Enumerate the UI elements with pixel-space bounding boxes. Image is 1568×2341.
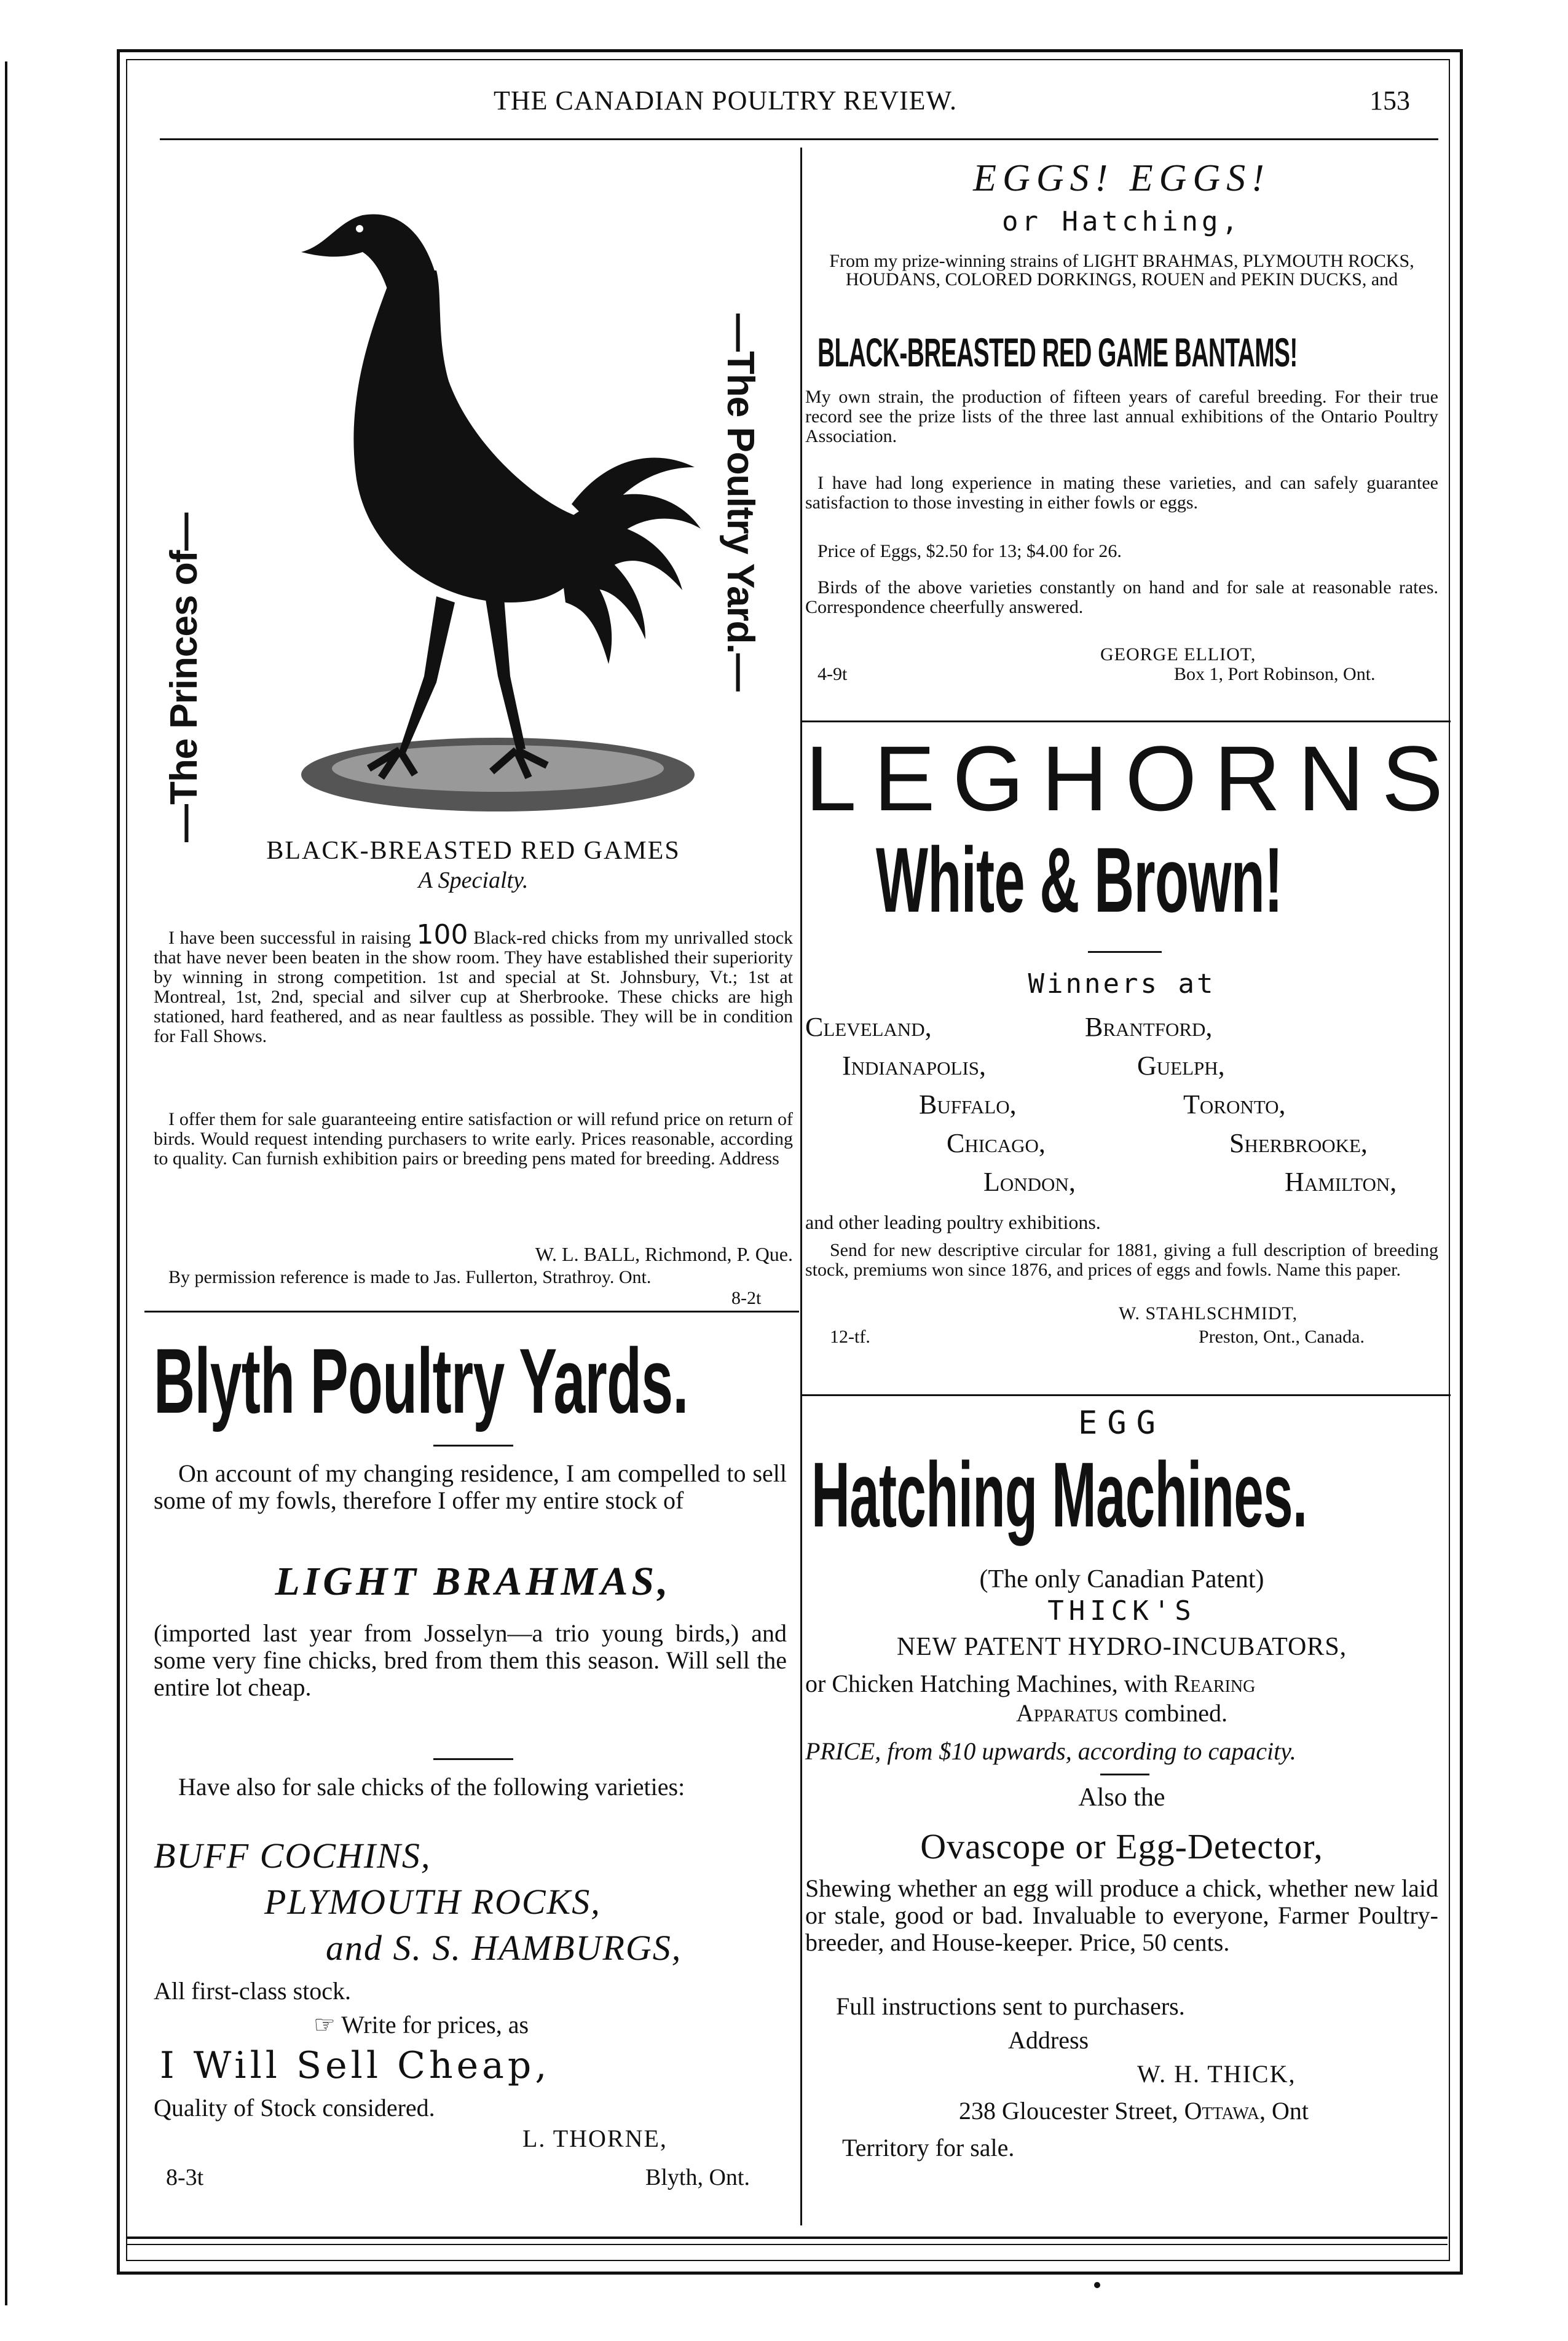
blyth-location: Blyth, Ont. xyxy=(645,2165,750,2190)
city-buffalo: Buffalo, xyxy=(919,1089,1017,1119)
blyth-ad xyxy=(154,1316,793,2238)
blyth-quality: Quality of Stock considered. xyxy=(154,2094,435,2122)
thick-territory: Territory for sale. xyxy=(842,2134,1015,2161)
blyth-write: Write for prices, as xyxy=(341,2011,529,2039)
side-text-left: —The Princes of— xyxy=(163,513,205,842)
elliot-name: GEORGE ELLIOT, xyxy=(1100,644,1256,665)
city-guelph: Guelph, xyxy=(1137,1051,1225,1081)
thick-city: Ottawa, xyxy=(1184,2097,1266,2125)
city-sherbrooke: Sherbrooke, xyxy=(1229,1128,1368,1158)
header-rule xyxy=(160,138,1438,140)
ball-ad xyxy=(154,148,793,1309)
elliot-para-1: My own strain, the production of fifteen years of careful breeding. For their true record see the prize lists of the three last annual exhibitions of the Ontario Poultry Association. xyxy=(805,387,1438,446)
pointing-hand-icon: ☞ xyxy=(313,2011,336,2039)
column-divider xyxy=(800,148,802,2225)
print-speck xyxy=(1094,2282,1100,2288)
blyth-code: 8-3t xyxy=(166,2165,204,2190)
thick-headline: Hatching Machines. xyxy=(811,1443,1307,1546)
thick-instructions: Full instructions sent to purchasers. xyxy=(836,1992,1185,2020)
thick-shewing: Shewing whether an egg will produce a chick, whether new laid or stale, good or bad. Invaluable to everyone, Farmer Poultry-breeder, and House-keeper. Price, 50 cents. xyxy=(805,1874,1438,1956)
ball-para-2: I offer them for sale guaranteeing entire satisfaction or will refund price on return of birds. Would request intending purchasers to write early. Prices reasonable, according to quality. Can furnish exhibition pairs or breeding pens mated for breeding. Address xyxy=(154,1109,793,1169)
thick-incubators: NEW PATENT HYDRO-INCUBATORS, xyxy=(896,1633,1347,1661)
blyth-signature: L. THORNE, xyxy=(522,2125,668,2152)
blyth-intro: On account of my changing residence, I am compelled to sell some of my fowls, therefore I offer my entire stock of xyxy=(154,1459,787,1514)
right-divider-2 xyxy=(802,1394,1451,1396)
city-cleveland: Cleveland, xyxy=(805,1012,932,1042)
leghorns-other: and other leading poultry exhibitions. xyxy=(805,1211,1101,1233)
elliot-para-3: Birds of the above varieties constantly on hand and for sale at reasonable rates. Correspondence cheerfully answered. xyxy=(805,577,1438,617)
elliot-bantams: BLACK-BREASTED RED GAME BANTAMS! xyxy=(817,330,1298,375)
ball-code: 8-2t xyxy=(731,1288,762,1308)
leghorns-subhead: White & Brown! xyxy=(876,828,1283,931)
ball-breed-title: BLACK-BREASTED RED GAMES xyxy=(266,837,680,865)
ball-para-1 xyxy=(154,919,794,1046)
thick-address-label: Address xyxy=(1008,2026,1089,2054)
city-chicago: Chicago, xyxy=(947,1128,1046,1158)
elliot-price: Price of Eggs, $2.50 for 13; $4.00 for 26. xyxy=(817,541,1122,561)
blyth-variety-1: BUFF COCHINS, xyxy=(154,1836,431,1876)
leghorns-winners: Winners at xyxy=(1028,968,1216,1000)
blyth-imported: (imported last year from Josselyn—a trio young birds,) and some very fine chicks, bred from them this season. Will sell the entire lot cheap. xyxy=(154,1619,787,1701)
ball-para-1-num: 100 xyxy=(416,919,468,950)
blyth-breed-main: LIGHT BRAHMAS, xyxy=(275,1559,672,1604)
thick-province: Ont xyxy=(1271,2097,1309,2125)
thick-rearing: Rearing xyxy=(1173,1670,1256,1697)
leghorns-headline: LEGHORNS xyxy=(805,727,1460,830)
thick-combined: combined. xyxy=(1124,1699,1228,1727)
elliot-headline: EGGS! EGGS! xyxy=(973,157,1271,199)
city-toronto: Toronto, xyxy=(1183,1089,1286,1119)
blyth-rule-2 xyxy=(433,1758,513,1760)
leghorns-code: 12-tf. xyxy=(830,1327,870,1347)
footer-rule-2 xyxy=(126,2244,1448,2245)
blyth-will-sell: I Will Sell Cheap, xyxy=(160,2044,551,2087)
thick-apparatus: Apparatus xyxy=(1015,1699,1119,1727)
ball-reference: By permission reference is made to Jas. Fullerton, Strathroy. Ont. xyxy=(168,1267,652,1287)
blyth-variety-2: PLYMOUTH ROCKS, xyxy=(264,1882,601,1922)
leghorns-address: Preston, Ont., Canada. xyxy=(1199,1327,1365,1347)
thick-street: 238 Gloucester Street, xyxy=(959,2097,1178,2125)
ball-signature: W. L. BALL, Richmond, P. Que. xyxy=(535,1243,793,1265)
thick-name: W. H. THICK, xyxy=(1137,2060,1296,2088)
thick-apparatus-line xyxy=(805,1699,1438,1727)
side-text-right: —The Poultry Yard.— xyxy=(719,314,762,691)
page-number: 153 xyxy=(1369,85,1410,116)
city-hamilton: Hamilton, xyxy=(1285,1167,1397,1197)
thick-street-line xyxy=(959,2096,1309,2125)
blyth-first-class: All first-class stock. xyxy=(154,1977,352,2005)
rooster-illustration xyxy=(252,160,731,824)
ball-specialty: A Specialty. xyxy=(418,867,529,893)
blyth-write-line xyxy=(313,2010,529,2039)
elliot-subhead: or Hatching, xyxy=(1002,206,1242,237)
blyth-also-sale: Have also for sale chicks of the following varieties: xyxy=(178,1773,685,1801)
running-head: THE CANADIAN POULTRY REVIEW. xyxy=(494,85,957,116)
ball-para-1-b: Black-red chicks from my unrivalled stock that have never been beaten in the show room. They have established their superiority by winning in strong competition. 1st and special at St. Johnsbury, Vt.; 1st at Montreal, 1st, 2nd, special and silver cup at Sherbrooke. These chicks are high stationed, hard feathered, and as near faultless as possible. They will be in condition for Fall Shows. xyxy=(154,928,794,1046)
elliot-address: Box 1, Port Robinson, Ont. xyxy=(1174,664,1376,684)
elliot-para-2: I have had long experience in mating these varieties, and can safely guarantee satisfaction to those investing in either fowls or eggs. xyxy=(805,473,1438,513)
leghorns-rule xyxy=(1088,951,1162,953)
leghorns-ad xyxy=(805,725,1460,1396)
thick-ovascope: Ovascope or Egg-Detector, xyxy=(920,1826,1323,1866)
thick-ad xyxy=(805,1399,1438,2247)
thick-or-chicken-line xyxy=(805,1669,1438,1698)
elliot-intro: From my prize-winning strains of LIGHT BRAHMAS, PLYMOUTH ROCKS, HOUDANS, COLORED DORKINGS, ROUEN and PEKIN DUCKS, and xyxy=(829,251,1414,290)
thick-price: PRICE, from $10 upwards, according to capacity. xyxy=(805,1737,1296,1765)
footer-rule-1 xyxy=(126,2236,1448,2239)
city-london: London, xyxy=(983,1167,1076,1197)
city-indianapolis: Indianapolis, xyxy=(842,1051,987,1081)
city-brantford: Brantford, xyxy=(1085,1012,1213,1042)
blyth-variety-3: and S. S. HAMBURGS, xyxy=(326,1928,682,1968)
thick-egg: EGG xyxy=(1078,1405,1165,1442)
thick-patent: (The only Canadian Patent) xyxy=(979,1565,1264,1593)
ball-para-1-a: I have been successful in raising xyxy=(168,928,411,948)
leghorns-send: Send for new descriptive circular for 1881, giving a full description of breeding stock, premiums won since 1876, and prices of eggs and fowls. Name this paper. xyxy=(805,1240,1438,1280)
blyth-rule-1 xyxy=(433,1445,513,1447)
blyth-headline: Blyth Poultry Yards. xyxy=(154,1329,688,1432)
elliot-code: 4-9t xyxy=(817,664,848,684)
thick-rule xyxy=(1100,1774,1149,1775)
thick-also: Also the xyxy=(1078,1783,1165,1812)
thick-thicks: THICK'S xyxy=(1047,1595,1196,1627)
thick-or-chicken: or Chicken Hatching Machines, with xyxy=(805,1670,1168,1697)
elliot-ad xyxy=(805,148,1438,713)
leghorns-name: W. STAHLSCHMIDT, xyxy=(1119,1303,1298,1324)
left-divider-1 xyxy=(144,1311,799,1313)
margin-rule xyxy=(5,61,7,2305)
right-divider-1 xyxy=(802,720,1451,722)
